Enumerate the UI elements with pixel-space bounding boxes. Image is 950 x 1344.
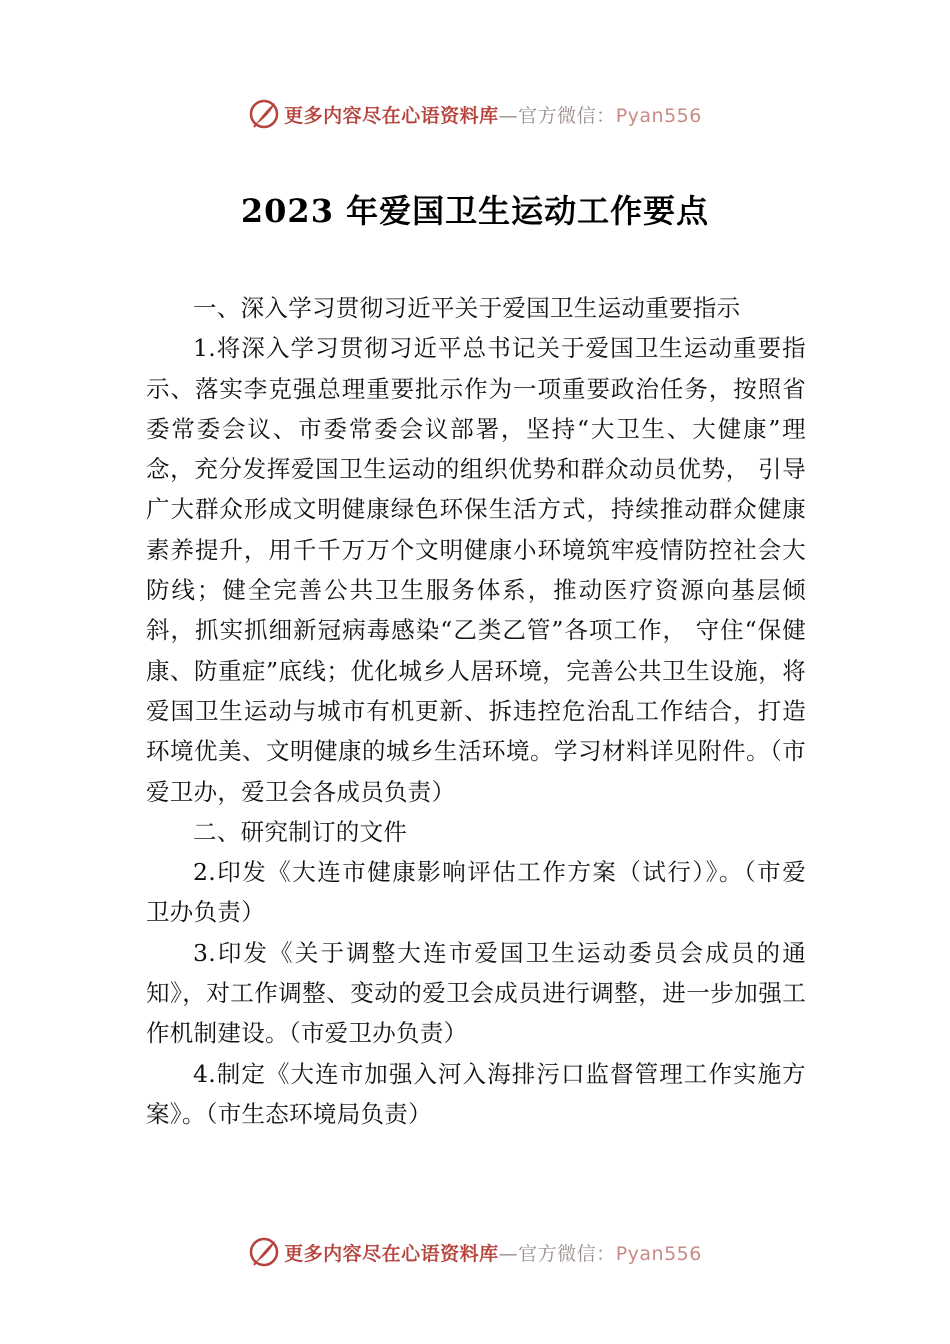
banner-site-name: 更多内容尽在心语资料库 xyxy=(284,104,499,127)
paragraph-item-3: 3.印发《关于调整大连市爱国卫生运动委员会成员的通知》，对工作调整、变动的爱卫会成员进行调整，进一步加强工作机制建设。（市爱卫办负责） xyxy=(146,938,806,1048)
banner-wechat-id: Pyan556 xyxy=(615,104,702,127)
document-title: 2023 年爱国卫生运动工作要点 xyxy=(240,192,710,230)
paragraph-item-1: 1.将深入学习贯彻习近平总书记关于爱国卫生运动重要指示、落实李克强总理重要批示作为一项重要政治任务，按照省委常委会议、市委常委会议部署，坚持“大卫生、大健康”理念，充分发挥爱国卫生运动的组织优势和群众动员优势， 引导广大群众形成文明健康绿色环保生活方式，持续推动群众健康素养提升，用千千万万个文明健康小环境筑牢疫情防控社会大防线；健全完善公共卫生服务体系，推动医疗资源向基层倾斜，抓实抓细新冠病毒感染“乙类乙管”各项工作， 守住“保健康、防重症”底线；优化城乡人居环境，完善公共卫生设施，将爱国卫生运动与城市有机更新、拆违控危治乱工作结合，打造环境优美、文明健康的城乡生活环境。学习材料详见附件。（市爱卫办，爱卫会各成员负责） xyxy=(146,334,806,806)
banner-text xyxy=(284,101,702,128)
banner-site-name: 更多内容尽在心语资料库 xyxy=(284,1242,499,1265)
document-body xyxy=(146,288,806,1134)
footer-banner xyxy=(0,1232,950,1272)
quill-circle-logo-icon xyxy=(248,98,280,130)
paragraph-item-4: 4.制定《大连市加强入河入海排污口监督管理工作实施方案》。（市生态环境局负责） xyxy=(146,1059,806,1128)
banner-wechat-id: Pyan556 xyxy=(615,1242,702,1265)
paragraph-item-2: 2.印发《大连市健康影响评估工作方案（试行）》。（市爱 卫办负责） xyxy=(146,858,806,927)
banner-text xyxy=(284,1239,702,1266)
section-heading-2: 二、研究制订的文件 xyxy=(193,817,408,846)
header-banner xyxy=(0,94,950,134)
banner-wechat-label: —官方微信： xyxy=(498,1242,616,1265)
section-heading-1: 一、深入学习贯彻习近平关于爱国卫生运动重要指示 xyxy=(193,294,741,322)
banner-wechat-label: —官方微信： xyxy=(498,104,616,127)
quill-circle-logo-icon xyxy=(248,1236,280,1268)
